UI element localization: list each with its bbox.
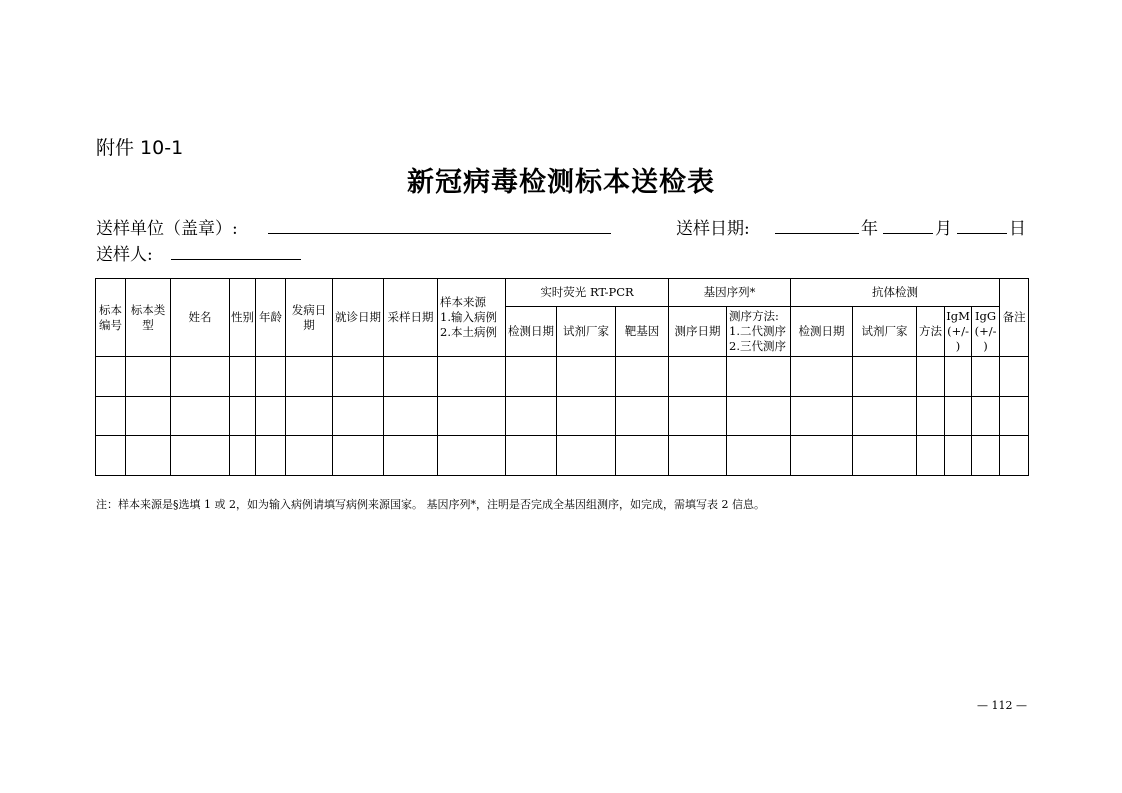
header-pcr-date: 检测日期 — [506, 307, 557, 357]
sender-label: 送样人: — [96, 245, 153, 265]
table-cell[interactable] — [286, 357, 333, 397]
table-cell[interactable] — [917, 396, 945, 436]
header-ab-date: 检测日期 — [791, 307, 853, 357]
month-label: 月 — [935, 219, 952, 239]
table-cell[interactable] — [616, 436, 669, 476]
header-age: 年龄 — [256, 279, 286, 357]
table-cell[interactable] — [972, 357, 1000, 397]
table-cell[interactable] — [230, 396, 256, 436]
table-cell[interactable] — [230, 357, 256, 397]
header-visit-date: 就诊日期 — [333, 279, 384, 357]
table-cell[interactable] — [256, 436, 286, 476]
table-cell[interactable] — [286, 436, 333, 476]
page-number: — 112 — — [977, 699, 1027, 712]
table-cell[interactable] — [945, 357, 972, 397]
table-cell[interactable] — [669, 357, 727, 397]
table-cell[interactable] — [917, 357, 945, 397]
sending-unit-label: 送样单位（盖章）: — [96, 219, 238, 239]
table-cell[interactable] — [1000, 396, 1029, 436]
table-cell[interactable] — [333, 436, 384, 476]
table-cell[interactable] — [945, 396, 972, 436]
date-day-field[interactable] — [957, 233, 1007, 234]
table-cell[interactable] — [171, 396, 230, 436]
table-cell[interactable] — [791, 357, 853, 397]
table-cell[interactable] — [126, 357, 171, 397]
table-cell[interactable] — [853, 357, 917, 397]
table-cell[interactable] — [669, 436, 727, 476]
table-cell[interactable] — [791, 436, 853, 476]
table-cell[interactable] — [727, 396, 791, 436]
sending-unit-field[interactable] — [268, 233, 611, 234]
table-cell[interactable] — [438, 396, 506, 436]
table-cell[interactable] — [917, 436, 945, 476]
header-igm: IgM (+/- ) — [945, 307, 972, 357]
table-cell[interactable] — [557, 357, 616, 397]
table-row — [96, 396, 1029, 436]
table-cell[interactable] — [171, 357, 230, 397]
header-name: 姓名 — [171, 279, 230, 357]
header-ab-maker: 试剂厂家 — [853, 307, 917, 357]
table-cell[interactable] — [333, 357, 384, 397]
table-cell[interactable] — [438, 436, 506, 476]
year-label: 年 — [861, 219, 878, 239]
table-cell[interactable] — [945, 436, 972, 476]
header-remark: 备注 — [1000, 279, 1029, 357]
table-cell[interactable] — [384, 436, 438, 476]
header-antibody-group: 抗体检测 — [791, 279, 1000, 307]
table-cell[interactable] — [972, 436, 1000, 476]
header-igg: IgG (+/- ) — [972, 307, 1000, 357]
header-ab-method: 方法 — [917, 307, 945, 357]
table-row — [96, 436, 1029, 476]
header-pcr-group: 实时荧光 RT-PCR — [506, 279, 669, 307]
table-cell[interactable] — [727, 436, 791, 476]
table-cell[interactable] — [384, 396, 438, 436]
table-cell[interactable] — [506, 357, 557, 397]
footnote: 注：样本来源是§选填 1 或 2，如为输入病例请填写病例来源国家。 基因序列*，注明是否完成全基因组测序，如完成，需填写表 2 信息。 — [96, 498, 765, 511]
date-month-field[interactable] — [883, 233, 933, 234]
table-cell[interactable] — [96, 357, 126, 397]
table-cell[interactable] — [669, 396, 727, 436]
attachment-label: 附件 10-1 — [96, 137, 184, 159]
table-cell[interactable] — [96, 436, 126, 476]
table-cell[interactable] — [791, 396, 853, 436]
header-pcr-maker: 试剂厂家 — [557, 307, 616, 357]
table-cell[interactable] — [727, 357, 791, 397]
table-cell[interactable] — [171, 436, 230, 476]
header-sequence-group: 基因序列* — [669, 279, 791, 307]
header-pcr-target: 靶基因 — [616, 307, 669, 357]
table-row — [96, 357, 1029, 397]
header-onset-date: 发病日 期 — [286, 279, 333, 357]
table-cell[interactable] — [126, 436, 171, 476]
table-cell[interactable] — [438, 357, 506, 397]
table-cell[interactable] — [286, 396, 333, 436]
table-cell[interactable] — [616, 357, 669, 397]
header-seq-date: 测序日期 — [669, 307, 727, 357]
header-sex: 性别 — [230, 279, 256, 357]
sending-date-label: 送样日期: — [676, 219, 750, 239]
header-sample-source: 样本来源 1.输入病例 2.本土病例 — [438, 279, 506, 357]
sender-field[interactable] — [171, 259, 301, 260]
specimen-table — [95, 278, 1029, 476]
table-cell[interactable] — [557, 396, 616, 436]
form-title: 新冠病毒检测标本送检表 — [407, 167, 715, 198]
table-cell[interactable] — [96, 396, 126, 436]
header-seq-method: 测序方法: 1.二代测序 2.三代测序 — [727, 307, 791, 357]
table-body — [96, 357, 1029, 476]
table-cell[interactable] — [506, 436, 557, 476]
date-year-field[interactable] — [775, 233, 859, 234]
table-cell[interactable] — [616, 396, 669, 436]
table-cell[interactable] — [384, 357, 438, 397]
table-cell[interactable] — [126, 396, 171, 436]
table-cell[interactable] — [256, 396, 286, 436]
table-cell[interactable] — [853, 436, 917, 476]
header-collect-date: 采样日期 — [384, 279, 438, 357]
table-cell[interactable] — [256, 357, 286, 397]
table-cell[interactable] — [1000, 357, 1029, 397]
header-sample-no: 标本 编号 — [96, 279, 126, 357]
table-cell[interactable] — [1000, 436, 1029, 476]
day-label: 日 — [1009, 219, 1026, 239]
table-cell[interactable] — [333, 396, 384, 436]
table-cell[interactable] — [853, 396, 917, 436]
table-cell[interactable] — [230, 436, 256, 476]
table-cell[interactable] — [557, 436, 616, 476]
header-line-1 — [96, 214, 1031, 240]
table-cell[interactable] — [506, 396, 557, 436]
table-cell[interactable] — [972, 396, 1000, 436]
header-sample-type: 标本类 型 — [126, 279, 171, 357]
